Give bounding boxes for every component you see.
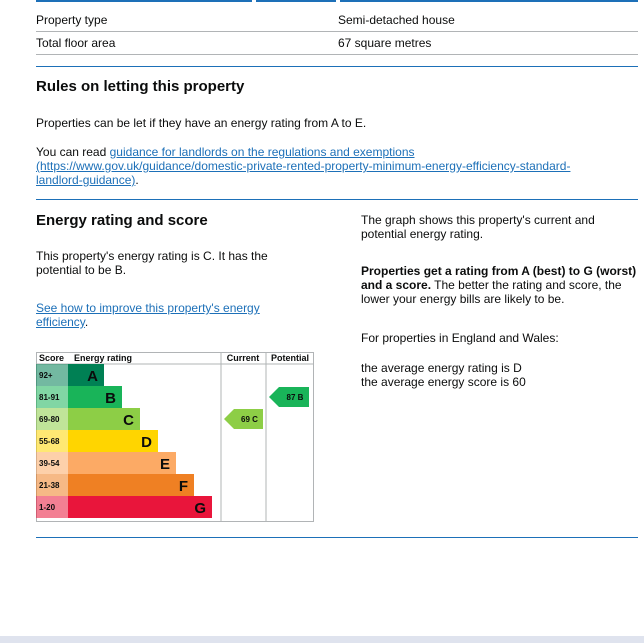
band-letter-b: B (105, 390, 116, 407)
energy-rating-chart (36, 352, 314, 522)
property-type-value: Semi-detached house (338, 13, 455, 27)
table-row (36, 32, 638, 55)
band-range-d: 55-68 (39, 437, 60, 446)
band-letter-c: C (123, 412, 134, 429)
improve-efficiency-link[interactable]: See how to improve this property's energy efficiency (36, 301, 260, 329)
footer-band (0, 636, 644, 643)
band-range-f: 21-38 (39, 481, 60, 490)
top-tab-bars (36, 0, 638, 3)
band-letter-e: E (159, 456, 170, 473)
rating-explanation: Properties get a rating from A (best) to G (worst) and a score. The better the rating and score, the lower your energy bills are likely to be. (361, 264, 637, 306)
average-rating: the average energy rating is D (361, 361, 522, 375)
energy-rating-header: Energy rating (74, 353, 133, 363)
energy-rating-text: This property's energy rating is C. It has the potential to be B. (36, 249, 268, 277)
region-intro: For properties in England and Wales: (361, 331, 559, 345)
section-divider (36, 537, 638, 538)
energy-rating-heading: Energy rating and score (36, 212, 208, 229)
graph-description: The graph shows this property's current and potential energy rating. (361, 213, 595, 241)
improve-efficiency-paragraph: See how to improve this property's energy efficiency. (36, 301, 260, 329)
band-range-e: 39-54 (39, 459, 60, 468)
band-letter-g: G (194, 500, 206, 517)
property-summary-table (36, 9, 638, 55)
current-header: Current (226, 353, 260, 363)
score-header: Score (39, 353, 65, 363)
band-range-g: 1-20 (39, 503, 56, 512)
band-letter-a: A (87, 368, 98, 385)
band-range-c: 69-80 (39, 415, 60, 424)
potential-header: Potential (270, 353, 310, 363)
letting-rules-text: Properties can be let if they have an energy rating from A to E. (36, 116, 367, 130)
section-divider (36, 199, 638, 200)
band-bar-g (68, 496, 212, 518)
energy-rating-graph (36, 352, 314, 522)
section-divider (36, 66, 638, 67)
band-range-b: 81-91 (39, 393, 60, 402)
band-bar-a (68, 364, 104, 386)
average-score: the average energy score is 60 (361, 375, 526, 389)
potential-rating-label: 87 B (286, 393, 304, 402)
band-letter-d: D (141, 434, 152, 451)
table-row (36, 9, 638, 32)
letting-rules-heading: Rules on letting this property (36, 78, 245, 95)
band-letter-f: F (178, 478, 188, 495)
band-range-a: 92+ (39, 371, 53, 380)
floor-area-value: 67 square metres (338, 36, 432, 50)
band-bar-f (68, 474, 194, 496)
floor-area-label: Total floor area (36, 36, 116, 50)
property-type-label: Property type (36, 13, 108, 27)
letting-guidance-text: You can read guidance for landlords on the regulations and exemptions (https://www.gov.uk/guidance/domestic-private-rented-property-minimum-energy-efficiency-standard-landlord-guidance). (36, 145, 571, 187)
landlord-guidance-link[interactable]: guidance for landlords on the regulations and exemptions (https://www.gov.uk/guidance/domestic-private-rented-property-minimum-energy-efficiency-standard-landlord-guidance) (36, 145, 571, 187)
current-rating-label: 69 C (241, 415, 258, 424)
